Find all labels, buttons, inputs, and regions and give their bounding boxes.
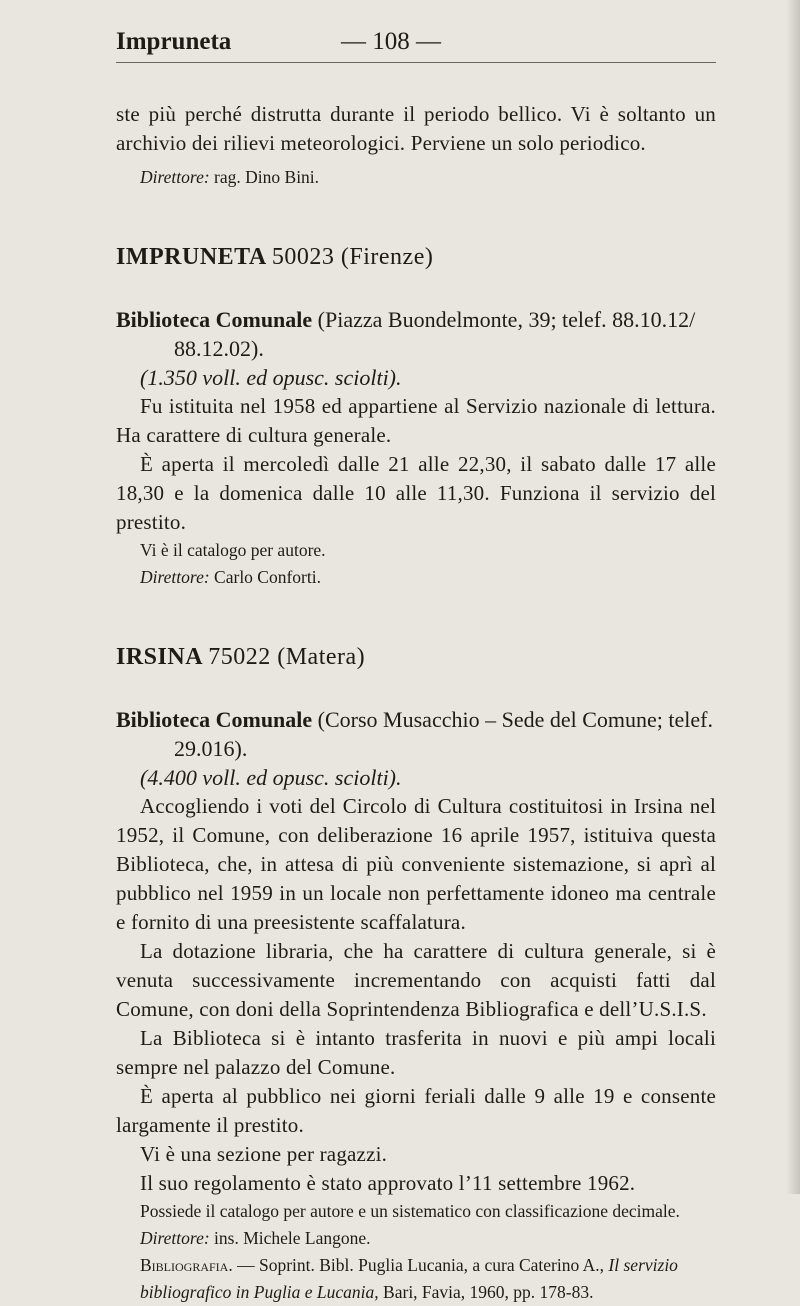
library-catalog: Possiede il catalogo per autore e un sistematico con classificazione decimale. xyxy=(140,1201,680,1221)
director-name: rag. Dino Bini. xyxy=(214,167,320,187)
library-paragraph: È aperta il mercoledì dalle 21 alle 22,30, il sabato dalle 17 alle 18,30 e la domenica dalle 10 alle 11,30. Funziona il servizio del prestito. xyxy=(116,452,716,534)
library-paragraph: Il suo regolamento è stato approvato l’11 settembre 1962. xyxy=(140,1171,636,1195)
bibliography-text: — Soprint. Bibl. Puglia Lucania, a cura Caterino A., xyxy=(237,1255,605,1275)
library-name: Biblioteca Comunale xyxy=(116,307,313,332)
library-paragraph: Vi è una sezione per ragazzi. xyxy=(140,1142,388,1166)
bibliography xyxy=(116,1252,716,1306)
director-name: ins. Michele Langone. xyxy=(214,1228,371,1248)
library-paragraph: Accogliendo i voti del Circolo di Cultura costituitosi in Irsina nel 1952, il Comune, con deliberazione 16 aprile 1957, istituiva questa Biblioteca, che, in attesa di più conveniente sistemazione, si aprì al pubblico nel 1959 in un locale non perfettamente idoneo ma centrale e fornito di una preesistente scaffalatura. xyxy=(116,794,716,934)
library-heading xyxy=(116,305,716,334)
library-holdings: (1.350 voll. ed opusc. sciolti). xyxy=(140,365,402,390)
director-name: Carlo Conforti. xyxy=(214,567,321,587)
city-name: IRSINA xyxy=(116,644,202,670)
city-heading-irsina xyxy=(116,641,716,673)
library-paragraph: È aperta al pubblico nei giorni feriali dalle 9 alle 19 e consente largamente il prestito. xyxy=(116,1084,716,1137)
city-postal: 50023 (Firenze) xyxy=(271,244,434,270)
library-entry-impruneta xyxy=(116,305,716,591)
running-head xyxy=(116,22,716,63)
city-name: IMPRUNETA xyxy=(116,244,266,270)
page-number: — 108 — xyxy=(341,28,441,55)
intro-director xyxy=(116,164,716,191)
bibliography-title: Il servizio bibliografico in Puglia e Lucania, xyxy=(140,1255,678,1302)
director-label: Direttore: xyxy=(140,1228,210,1248)
library-name: Biblioteca Comunale xyxy=(116,707,313,732)
library-director xyxy=(116,564,716,591)
library-heading xyxy=(116,705,716,734)
library-paragraph: Fu istituita nel 1958 ed appartiene al Servizio nazionale di lettura. Ha carattere di cultura generale. xyxy=(116,394,716,447)
page-edge-shadow xyxy=(786,0,800,1194)
bibliography-label: Bibliografia. xyxy=(140,1255,233,1275)
page-body xyxy=(116,100,716,1306)
library-address: (Corso Musacchio – Sede del Comune; telef. xyxy=(317,707,713,732)
library-paragraph: La Biblioteca si è intanto trasferita in nuovi e più ampi locali sempre nel palazzo del Comune. xyxy=(116,1026,716,1079)
library-address-cont: 88.12.02). xyxy=(174,336,264,361)
city-postal: 75022 (Matera) xyxy=(208,644,366,670)
library-catalog: Vi è il catalogo per autore. xyxy=(140,540,326,560)
library-address-cont: 29.016). xyxy=(174,736,248,761)
bibliography-tail: Bari, Favia, 1960, pp. 178-83. xyxy=(383,1282,594,1302)
intro-paragraph: ste più perché distrutta durante il periodo bellico. Vi è soltanto un archivio dei rilievi meteorologici. Perviene un solo periodico. xyxy=(116,102,716,155)
library-holdings: (4.400 voll. ed opusc. sciolti). xyxy=(140,765,402,790)
library-director xyxy=(116,1225,716,1252)
director-label: Direttore: xyxy=(140,567,210,587)
city-heading-impruneta xyxy=(116,241,716,273)
running-head-title: Impruneta xyxy=(116,28,232,55)
director-label: Direttore: xyxy=(140,167,210,187)
library-entry-irsina xyxy=(116,705,716,1306)
library-paragraph: La dotazione libraria, che ha carattere di cultura generale, si è venuta successivamente incrementando con acquisti fatti dal Comune, con doni della Soprintendenza Bibliografica e dell’U.S.I.S. xyxy=(116,939,716,1021)
library-address: (Piazza Buondelmonte, 39; telef. 88.10.12/ xyxy=(317,307,696,332)
